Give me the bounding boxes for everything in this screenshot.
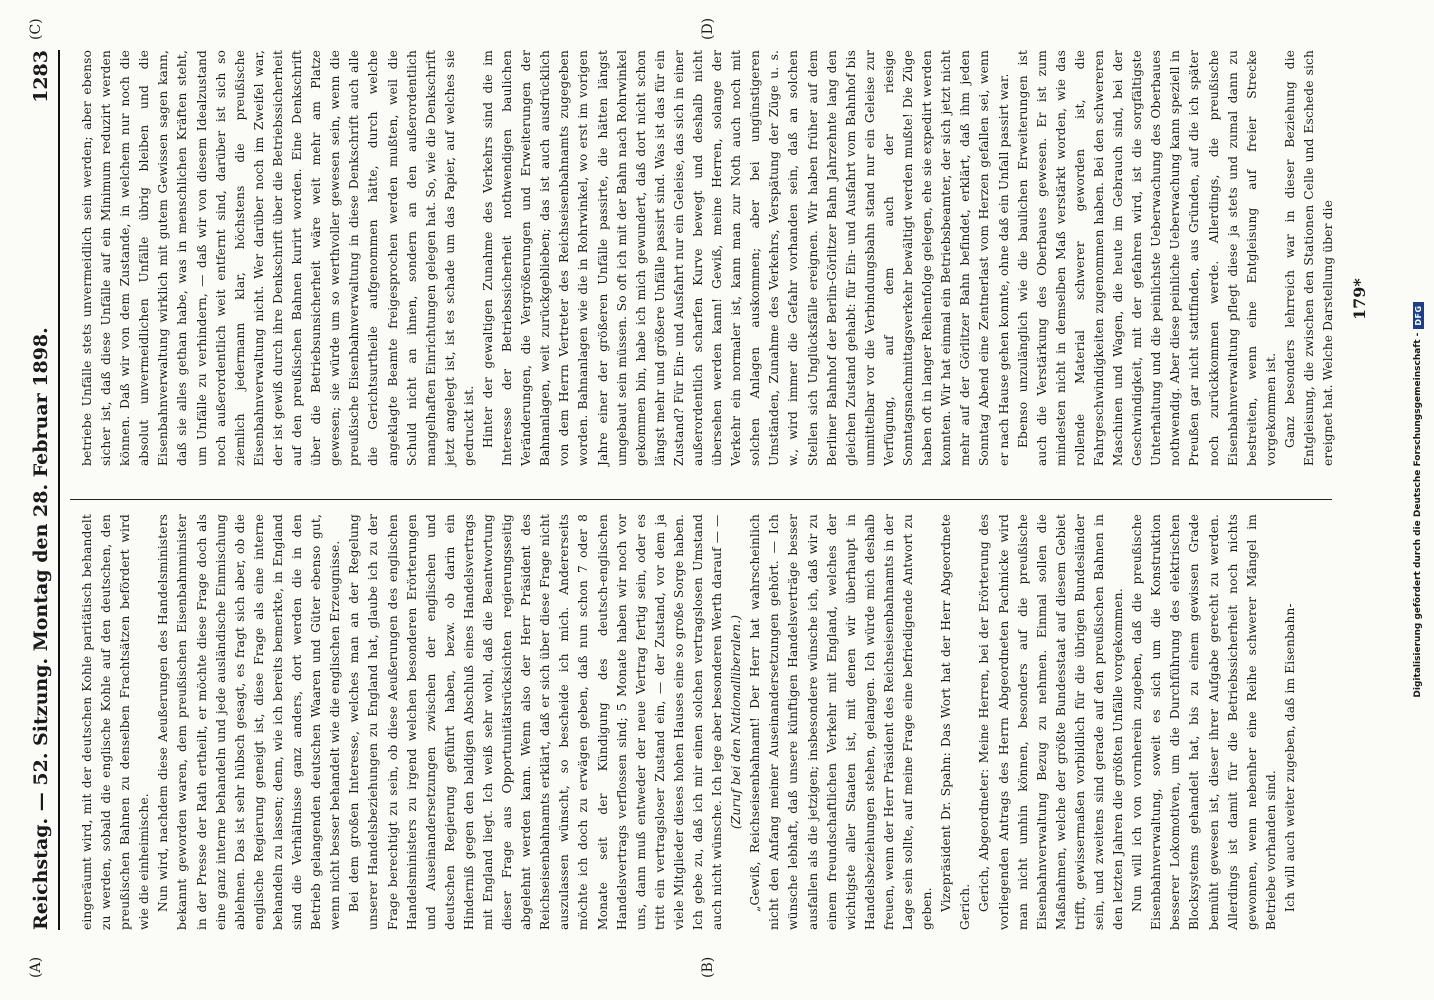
margin-marker-c: (C) [28,18,44,40]
paragraph: betriebe Unfälle stets unvermeidlich sein werden; aber ebenso sicher ist, daß diese Unfälle auf ein Minimum reduzirt werden können. Daß wir von dem Zustande, in welchem nur noch die absolut unvermeidlichen Unfälle übrig bleiben und die Eisenbahnverwaltung wirklich mit gutem Gewissen sagen kann, daß sie alles gethan habe, was in menschlichen Kräften steht, um Unfälle zu verhindern, — daß wir von diesem Idealzustand noch außerordentlich weit entfernt sind, darüber ist sich so ziemlich jedermann klar, höchstens die preußische Eisenbahnverwaltung nicht. Wer darüber noch im Zweifel war, der ist gewiß durch ihre Denkschrift über die Betriebssicherheit auf den preußischen Bahnen kurirt worden. Eine Denkschrift über die Betriebsunsicherheit wäre weit mehr am Platze gewesen; sie würde um so werthvoller gewesen sein, wenn die preußische Eisenbahnverwaltung in diese Denkschrift auch alle die Gerichtsurtheile aufgenommen hätte, durch welche angeklagte Beamte freigesprochen werden mußten, weil die Schuld nicht an ihnen, sondern an den außerordentlich mangelhaften Einrichtungen gelegen hat. So, wie die Denkschrift jetzt angelegt ist, ist es schade um das Papier, auf welches sie gedruckt ist. [80,50,476,466]
paragraph: eingeräumt wird, mit der deutschen Kohle paritätisch behandelt zu werden, sobald die englische Kohle auf den deutschen, den preußischen Bahnen zu denselben Frachtsätzen befördert wird wie die einheimische. [80,514,152,930]
paragraph: Bei dem großen Interesse, welches man an der Regelung unserer Handelsbeziehungen zu England hat, glaube ich zu der Frage berechtigt zu sein, ob diese Aeußerungen des englischen Handelsministers zu irgend welchen besonderen Erörterungen und Auseinandersetzungen zwischen der englischen und deutschen Regierung geführt haben, bezw. ob darin ein Hinderniß gegen den baldigen Abschluß eines Handelsvertrags mit England liegt. Ich weiß sehr wohl, daß die Beantwortung dieser Frage aus Opportunitätsrücksichten regierungsseitig abgelehnt werden kann. Wenn also der Herr Präsident des Reichseisenbahnamts erklärt, daß er sich über diese Frage nicht auszulassen wünscht, so bescheide ich mich. Andererseits möchte ich doch zu erwägen geben, daß nun schon 7 oder 8 Monate seit der Kündigung des deutsch-englischen Handelsvertrags verflossen sind; 5 Monate haben wir noch vor uns, dann muß entweder der neue Vertrag fertig sein, oder es tritt ein vertragsloser Zustand ein, — der Zustand, vor dem ja viele Mitglieder dieses hohen Hauses eine so große Sorge haben. Ich gebe zu, daß ich mir einen solchen vertragslosen Umstand auch nicht wünsche. Ich lege aber besonderen Werth darauf — — [347,514,725,930]
running-title: Reichstag. — 52. Sitzung. Montag den 28. Februar 1898. [30,327,52,930]
vice-president-remark: Vizepräsident Dr. Spahn: Das Wort hat der Herr Abgeordnete Gerich. [939,514,973,930]
margin-marker-d: (D) [700,17,716,40]
digitization-credit [1408,0,1428,1000]
credit-text: Digitalisierung gefördert durch die Deutsche Forschungsgemeinschaft - [1413,332,1423,698]
paragraph: Nun wird, nachdem diese Aeußerungen des Handelsministers bekannt geworden waren, dem preußischen Eisenbahnminister in der Presse der Rath ertheilt, er möchte diese Frage doch als eine ganz interne behandeln und jede ausländische Einmischung ablehnen. Das ist sehr hübsch gesagt, es fragt sich aber, ob die englische Regierung geneigt ist, diese Frage als eine interne behandeln zu lassen; denn, wie ich bereits bemerkte, in England sind die Verhältnisse ganz anders, dort werden die in den Betrieb gelangenden deutschen Waaren und Güter ebenso gut, wenn nicht besser behandelt wie die englischen Erzeugnisse. [156,514,343,930]
interjection: (Zuruf bei den Nationalliberalen.) [729,614,744,830]
left-column [78,514,1323,930]
paragraph: Ich will auch weiter zugeben, daß im Eisenbahn- [1282,603,1297,912]
paragraph: Nun will ich von vornherein zugeben, daß die preußische Eisenbahnverwaltung, soweit es sich um die Konstruktion besserer Lokomotiven, um die Durchführung des elektrischen Blocksystems gehandelt hat, bis zu einem gewissen Grade bemüht gewesen ist, dieser ihrer Aufgabe gerecht zu werden. Allerdings ist damit für die Betriebssicherheit noch nichts gewonnen, wenn nebenher eine Reihe schwerer Mängel im Betriebe vorhanden sind. [1130,514,1278,930]
margin-marker-b: (B) [700,956,716,978]
paragraph: Ebenso unzulänglich wie die baulichen Erweiterungen ist auch die Verstärkung des Oberbaues gewesen. Er ist zum mindesten nicht in demselben Maß verstärkt worden, wie das rollende Material schwerer geworden ist, die Fahrgeschwindigkeiten zugenommen haben. Bei den schwereren Maschinen und Wagen, die heute im Gebrauch sind, bei der Geschwindigkeit, mit der gefahren wird, ist die sorgfältigste Unterhaltung und die peinlichste Ueberwachung des Oberbaues nothwendig. Aber diese peinliche Ueberwachung kann speziell in Preußen gar nicht stattfinden, aus Gründen, auf die ich später noch zurückkommen werde. Allerdings, die preußische Eisenbahnverwaltung pflegt diese ja stets und zumal dann zu bestreiten, wenn eine Entgleisung auf freier Strecke vorgekommen ist. [1015,50,1278,466]
speaker-paragraph: Gerich, Abgeordneter: Meine Herren, bei der Erörterung des vorliegenden Antrags des Herrn Abgeordneten Pachnicke wird man nicht umhin können, besonders auf die preußische Eisenbahnverwaltung Bezug zu nehmen. Einmal sollen die Maßnahmen, welche der größte Bundesstaat auf diesem Gebiet trifft, gewissermaßen vorbildlich für die übrigen Bundesländer sein, und zweitens sind gerade auf den preußischen Bahnen in den letzten Jahren die größten Unfälle vorgekommen. [977,514,1126,930]
right-column [78,50,1336,466]
paragraph: „Gewiß, Reichseisenbahnamt! Der Herr hat wahrscheinlich nicht den Anfang meiner Auseinandersetzungen gehört. — Ich wünsche lebhaft, daß unsere künftigen Handelsverträge besser ausfallen als die jetzigen; insbesondere wünsche ich, daß wir zu einem freundschaftlichen Verkehr mit England, welches der wichtigste aller Staaten ist, mit denen wir überhaupt in Handelsbeziehungen stehen, gelangen. Ich würde mich deshalb freuen, wenn der Herr Präsident des Reichseisenbahnamts in der Lage sein sollte, auf meine Frage eine befriedigende Antwort zu geben. [748,514,935,930]
signature-mark: 179* [1350,278,1369,320]
page-header [20,50,60,930]
paragraph: Hinter der gewaltigen Zunahme des Verkehrs sind die im Interesse der Betriebssicherheit nothwendigen baulichen Veränderungen, die Vergrößerungen und Erweiterungen der Bahnanlagen, weit zurückgeblieben; das ist auch ausdrücklich von dem Herrn Vertreter des Reichseisenbahnamts zugegeben worden. Bahnanlagen wie die in Rohrwinkel, wo erst im vorigen Jahre einer der größeren Unfälle passirte, die hätten längst umgebaut sein müssen. So oft ich mit der Bahn nach Rohrwinkel gekommen bin, habe ich mich gewundert, daß dort nicht schon längst mehr und größere Unfälle passirt sind. Was ist das für ein Zustand? Für Ein- und Ausfahrt nur ein Geleise, das sich in einer außerordentlich scharfen Kurve bewegt und deshalb nicht übersehen werden kann! Gewiß, meine Herren, solange der Verkehr ein normaler ist, kann man zur Noth auch noch mit solchen Anlagen auskommen; aber bei ungünstigeren Umständen, Zunahme des Verkehrs, Verspätung der Züge u. s. w., wird immer die Gefahr vorhanden sein, daß an solchen Stellen sich Unglücksfälle ereignen. Wir haben früher auf dem Berliner Bahnhof der Berlin-Görlitzer Bahn Jahrzehnte lang den gleichen Zustand gehabt: für Ein- und Ausfahrt vom Bahnhof bis unmittelbar vor die Verbindungsbahn stand nur ein Geleise zur Verfügung, auf dem auch der riesige Sonntagsnachmittagsverkehr bewältigt werden mußte! Die Züge haben oft in langer Reihenfolge gelegen, ehe sie expedirt werden konnten. Wir hat einmal ein Betriebsbeamter, der sich jetzt nicht mehr auf der Görlitzer Bahn befindet, erklärt, daß ihm jeden Sonntag Abend eine Zentnerlast vom Herzen gefallen sei, wenn er nach Hause gehen konnte, ohne daß ein Unfall passirt war. [480,50,1011,466]
page-number: 1283 [30,50,52,103]
dfg-logo: DFG [1413,302,1424,328]
paragraph: Ganz besonders lehrreich war in dieser Beziehung die Entgleisung, die zwischen den Stationen Celle und Eschede sich ereignet hat. Welche Darstellung über die [1282,50,1336,466]
column-divider [70,499,1332,500]
margin-marker-a: (A) [28,956,44,978]
